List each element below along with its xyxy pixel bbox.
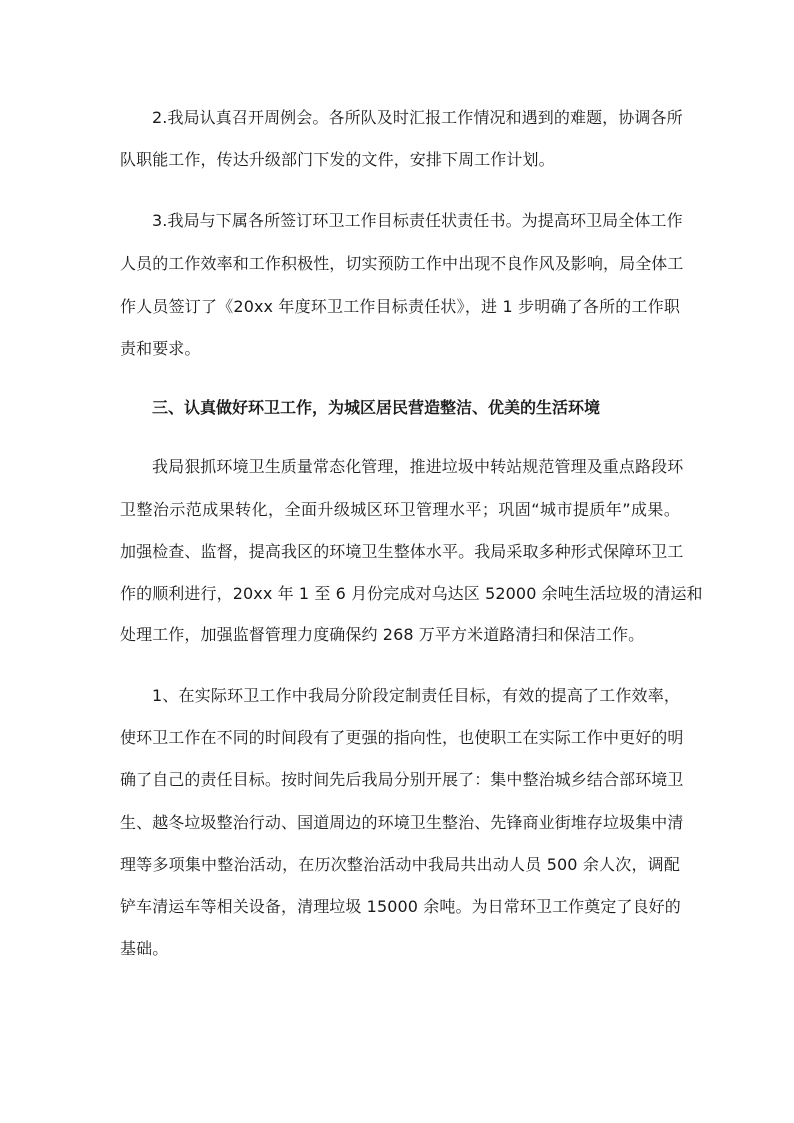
paragraph-4-line-4: 生、越冬垃圾整治行动、国道周边的环境卫生整治、先锋商业街堆存垃圾集中清 xyxy=(120,813,684,832)
paragraph-3-line-1: 我局狠抓环境卫生质量常态化管理，推进垃圾中转站规范管理及重点路段环 xyxy=(152,457,684,476)
paragraph-4-line-6: 铲车清运车等相关设备，清理垃圾 15000 余吨。为日常环卫工作奠定了良好的 xyxy=(120,897,681,916)
paragraph-3-line-4: 作的顺利进行，20xx 年 1 至 6 月份完成对乌达区 52000 余吨生活垃圾的清运和 xyxy=(120,584,703,603)
paragraph-4-line-5: 理等多项集中整治活动，在历次整治活动中我局共出动人员 500 余人次，调配 xyxy=(120,855,680,874)
paragraph-3-line-2: 卫整治示范成果转化，全面升级城区环卫管理水平；巩固“城市提质年”成果。 xyxy=(120,500,680,519)
paragraph-2-line-3: 作人员签订了《20xx 年度环卫工作目标责任状》，进 1 步明确了各所的工作职 xyxy=(120,297,680,316)
paragraph-4-line-3: 确了自己的责任目标。按时间先后我局分别开展了：集中整治城乡结合部环境卫 xyxy=(120,770,684,789)
paragraph-4-line-2: 使环卫工作在不同的时间段有了更强的指向性，也使职工在实际工作中更好的明 xyxy=(120,728,684,747)
paragraph-2-line-1: 3.我局与下属各所签订环卫工作目标责任状责任书。为提高环卫局全体工作 xyxy=(152,211,683,230)
paragraph-1-line-1: 2.我局认真召开周例会。各所队及时汇报工作情况和遇到的难题，协调各所 xyxy=(152,108,683,127)
paragraph-3-line-3: 加强检查、监督，提高我区的环境卫生整体水平。我局采取多种形式保障环卫工 xyxy=(120,542,684,561)
section-heading-3: 三、认真做好环卫工作，为城区居民营造整洁、优美的生活环境 xyxy=(152,398,601,417)
paragraph-2-line-2: 人员的工作效率和工作积极性，切实预防工作中出现不良作风及影响，局全体工 xyxy=(120,254,684,273)
paragraph-3-line-5: 处理工作，加强监督管理力度确保约 268 万平方米道路清扫和保洁工作。 xyxy=(120,625,645,644)
paragraph-4-line-7: 基础。 xyxy=(120,939,169,958)
paragraph-4-line-1: 1、在实际环卫工作中我局分阶段定制责任目标，有效的提高了工作效率， xyxy=(152,686,680,705)
paragraph-2-line-4: 责和要求。 xyxy=(120,339,201,358)
paragraph-1-line-2: 队职能工作，传达升级部门下发的文件，安排下周工作计划。 xyxy=(120,150,555,169)
